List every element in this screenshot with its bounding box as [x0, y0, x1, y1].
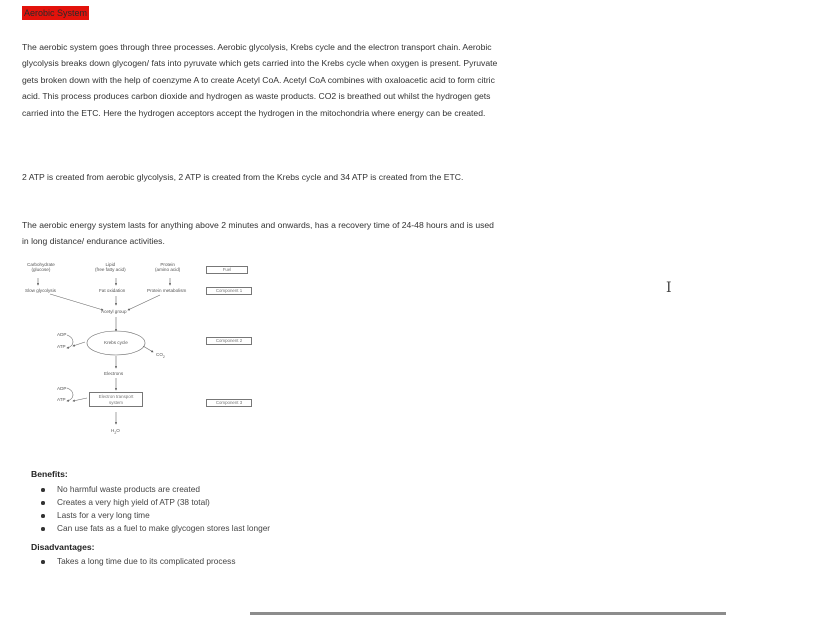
- aerobic-pathway-diagram: [25, 258, 265, 448]
- list-item: Creates a very high yield of ATP (38 total): [40, 496, 270, 509]
- label-carbohydrate: Carbohydrate (glucose): [27, 262, 55, 273]
- label-acetyl-group: Acetyl group: [101, 309, 127, 314]
- label-slow-glycolysis: Slow glycolysis: [25, 288, 56, 293]
- horizontal-scrollbar[interactable]: [250, 612, 726, 615]
- list-item: Takes a long time due to its complicated process: [40, 555, 235, 568]
- label-adp-2: ADP: [57, 386, 67, 391]
- text-cursor-icon: I: [666, 280, 672, 296]
- list-item: No harmful waste products are created: [40, 483, 270, 496]
- benefits-list: [40, 483, 270, 535]
- label-electrons: Electrons: [104, 371, 124, 376]
- label-protein: Protein (amino acid): [155, 262, 181, 273]
- label-lipid: Lipid (free fatty acid): [95, 262, 126, 273]
- label-atp-1: ATP: [57, 344, 66, 349]
- component-1-box: Component 1: [206, 287, 252, 295]
- label-h2o: $H_2O$: [111, 428, 120, 435]
- paragraph-atp-yield: 2 ATP is created from aerobic glycolysis, 2 ATP is created from the Krebs cycle and 34 ATP is created from the ETC.: [22, 172, 464, 182]
- label-fat-oxidation: Fat oxidation: [99, 288, 126, 293]
- list-item: Can use fats as a fuel to make glycogen stores last longer: [40, 522, 270, 535]
- component-3-box: Component 3: [206, 399, 252, 407]
- label-co2: $CO_2$: [156, 352, 165, 359]
- paragraph-duration: The aerobic energy system lasts for anything above 2 minutes and onwards, has a recovery time of 24-48 hours and is used in long distance/ endurance activities.: [22, 220, 494, 247]
- etc-box: Electron transport system: [89, 392, 143, 407]
- benefits-heading: Benefits:: [31, 469, 68, 479]
- section-heading: Aerobic System: [24, 8, 88, 18]
- label-atp-2: ATP: [57, 397, 66, 402]
- label-krebs-cycle: Krebs cycle: [104, 340, 128, 345]
- label-adp-1: ADP: [57, 332, 67, 337]
- disadvantages-heading: Disadvantages:: [31, 542, 95, 552]
- label-protein-metabolism: Protein metabolism: [147, 288, 187, 293]
- fuel-box: Fuel: [206, 266, 248, 274]
- disadvantages-list: [40, 555, 235, 568]
- paragraph-processes: The aerobic system goes through three processes. Aerobic glycolysis, Krebs cycle and the electron transport chain. Aerobic glycolysis breaks down glycogen/ fats into pyruvate which gets carried into the Krebs cycle when oxygen is present. Pyruvate gets broken down with the help of coenzyme A to create Acetyl CoA. Acetyl CoA combines with oxaloacetic acid to form citric acid. This process produces carbon dioxide and hydrogen as waste products. CO2 is breathed out whilst the hydrogen gets carried into the ETC. Here the hydrogen acceptors accept the hydrogen in the mitochondria where energy can be created.: [22, 42, 498, 118]
- list-item: Lasts for a very long time: [40, 509, 270, 522]
- component-2-box: Component 2: [206, 337, 252, 345]
